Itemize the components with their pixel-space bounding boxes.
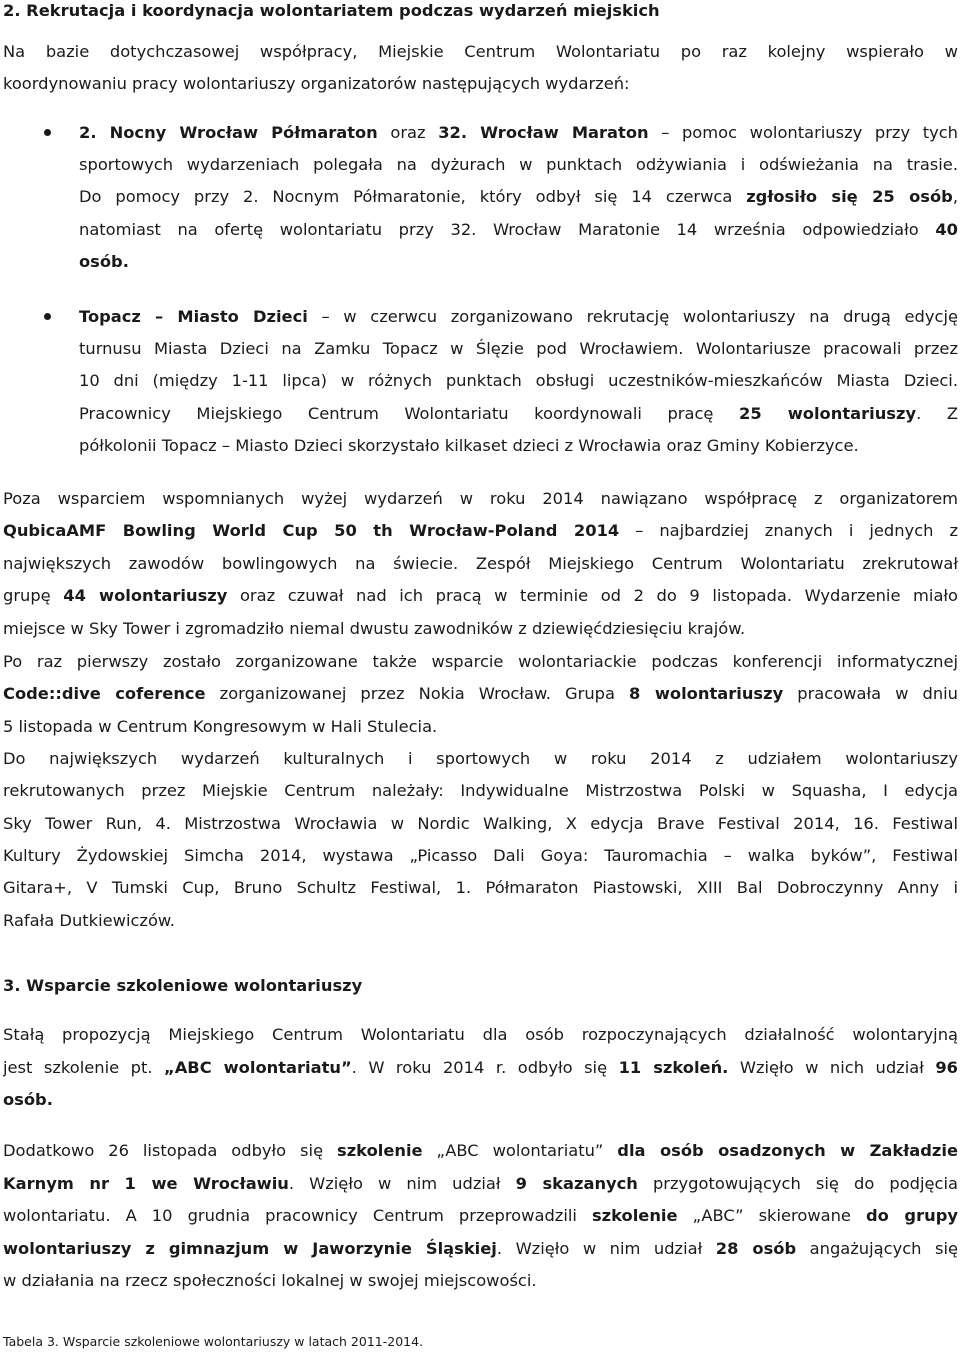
bullet2-line-2: turnusu Miasta Dzieci na Zamku Topacz w Ślęzie pod Wrocławiem. Wolontariusze pracowali przez — [79, 339, 958, 358]
p1-line-3: największych zawodów bowlingowych na świecie. Zespół Miejskiego Centrum Wolontariatu zrekrutował — [3, 554, 958, 573]
bullet1-line-2: sportowych wydarzeniach polegała na dyżurach w punktach odżywiania i odświeżania na trasie. — [79, 155, 958, 174]
s3-p2-line-2: Karnym nr 1 we Wrocławiu. Wzięło w nim udział 9 skazanych przygotowujących się do podjęcia — [3, 1174, 958, 1193]
p1-line-2: QubicaAMF Bowling World Cup 50 th Wrocław-Poland 2014 – najbardziej znanych i jednych z — [3, 521, 958, 540]
bullet2-line-5: półkolonii Topacz – Miasto Dzieci skorzystało kilkaset dzieci z Wrocławia oraz Gminy Kobierzyce. — [79, 436, 859, 455]
p3-line-2: rekrutowanych przez Miejskie Centrum należały: Indywidualne Mistrzostwa Polski w Squasha, I edycja — [3, 781, 958, 800]
bullet2-line-4: Pracownicy Miejskiego Centrum Wolontariatu koordynowali pracę 25 wolontariuszy. Z — [79, 404, 958, 423]
s3-p2-line-4: wolontariuszy z gimnazjum w Jaworzynie Śląskiej. Wzięło w nim udział 28 osób angażujących się — [3, 1239, 958, 1258]
section-2-heading: 2. Rekrutacja i koordynacja wolontariatem podczas wydarzeń miejskich — [3, 1, 660, 20]
bullet2-line-3: 10 dni (między 1-11 lipca) w różnych punktach obsługi uczestników-mieszkańców Miasta Dzieci. — [79, 371, 958, 390]
p3-line-6: Rafała Dutkiewiczów. — [3, 911, 175, 930]
p2-line-2: Code::dive coference zorganizowanej przez Nokia Wrocław. Grupa 8 wolontariuszy pracowała w dniu — [3, 684, 958, 703]
p1-line-5: miejsce w Sky Tower i zgromadziło niemal dwustu zawodników z dziewięćdziesięciu krajów. — [3, 619, 746, 638]
p1-line-4: grupę 44 wolontariuszy oraz czuwał nad ich pracą w terminie od 2 do 9 listopada. Wydarzenie miało — [3, 586, 958, 605]
p1-line-1: Poza wsparciem wspomnianych wyżej wydarzeń w roku 2014 nawiązano współpracę z organizatorem — [3, 489, 958, 508]
p3-line-1: Do największych wydarzeń kulturalnych i sportowych w roku 2014 z udziałem wolontariuszy — [3, 749, 958, 768]
bullet1-line-5: osób. — [79, 252, 129, 271]
bullet1-line-1: 2. Nocny Wrocław Półmaraton oraz 32. Wrocław Maraton – pomoc wolontariuszy przy tych — [79, 123, 958, 142]
bullet1-line-4: natomiast na ofertę wolontariatu przy 32. Wrocław Maratonie 14 września odpowiedziało 40 — [79, 220, 958, 239]
p2-line-1: Po raz pierwszy zostało zorganizowane także wsparcie wolontariackie podczas konferencji informatycznej — [3, 652, 958, 671]
bullet-marker — [44, 313, 51, 320]
intro-line-2: koordynowaniu pracy wolontariuszy organizatorów następujących wydarzeń: — [3, 74, 630, 93]
table-caption: Tabela 3. Wsparcie szkoleniowe wolontariuszy w latach 2011-2014. — [3, 1334, 424, 1349]
bullet-marker — [44, 129, 51, 136]
intro-line-1: Na bazie dotychczasowej współpracy, Miejskie Centrum Wolontariatu po raz kolejny wspierało w — [3, 42, 958, 61]
p2-line-3: 5 listopada w Centrum Kongresowym w Hali Stulecia. — [3, 717, 438, 736]
s3-p2-line-3: wolontariatu. A 10 grudnia pracownicy Centrum przeprowadzili szkolenie „ABC” skierowane do grupy — [3, 1206, 958, 1225]
s3-p1-line-3: osób. — [3, 1090, 53, 1109]
section-3-heading: 3. Wsparcie szkoleniowe wolontariuszy — [3, 976, 363, 995]
s3-p1-line-1: Stałą propozycją Miejskiego Centrum Wolontariatu dla osób rozpoczynających działalność wolontaryjną — [3, 1025, 958, 1044]
bullet2-line-1: Topacz – Miasto Dzieci – w czerwcu zorganizowano rekrutację wolontariuszy na drugą edycję — [79, 307, 958, 326]
s3-p2-line-1: Dodatkowo 26 listopada odbyło się szkolenie „ABC wolontariatu” dla osób osadzonych w Zakładzie — [3, 1141, 958, 1160]
bullet1-line-3: Do pomocy przy 2. Nocnym Półmaratonie, który odbył się 14 czerwca zgłosiło się 25 osób, — [79, 187, 958, 206]
p3-line-3: Sky Tower Run, 4. Mistrzostwa Wrocławia w Nordic Walking, X edycja Brave Festival 2014, 16. Festiwal — [3, 814, 958, 833]
p3-line-4: Kultury Żydowskiej Simcha 2014, wystawa „Picasso Dali Goya: Tauromachia – walka byków”, Festiwal — [3, 846, 958, 865]
p3-line-5: Gitara+, V Tumski Cup, Bruno Schultz Festiwal, 1. Półmaraton Piastowski, XIII Bal Dobroczynny Anny i — [3, 878, 958, 897]
s3-p2-line-5: w działania na rzecz społeczności lokalnej w swojej miejscowości. — [3, 1271, 537, 1290]
s3-p1-line-2: jest szkolenie pt. „ABC wolontariatu”. W roku 2014 r. odbyło się 11 szkoleń. Wzięło w nich udział 96 — [3, 1058, 958, 1077]
